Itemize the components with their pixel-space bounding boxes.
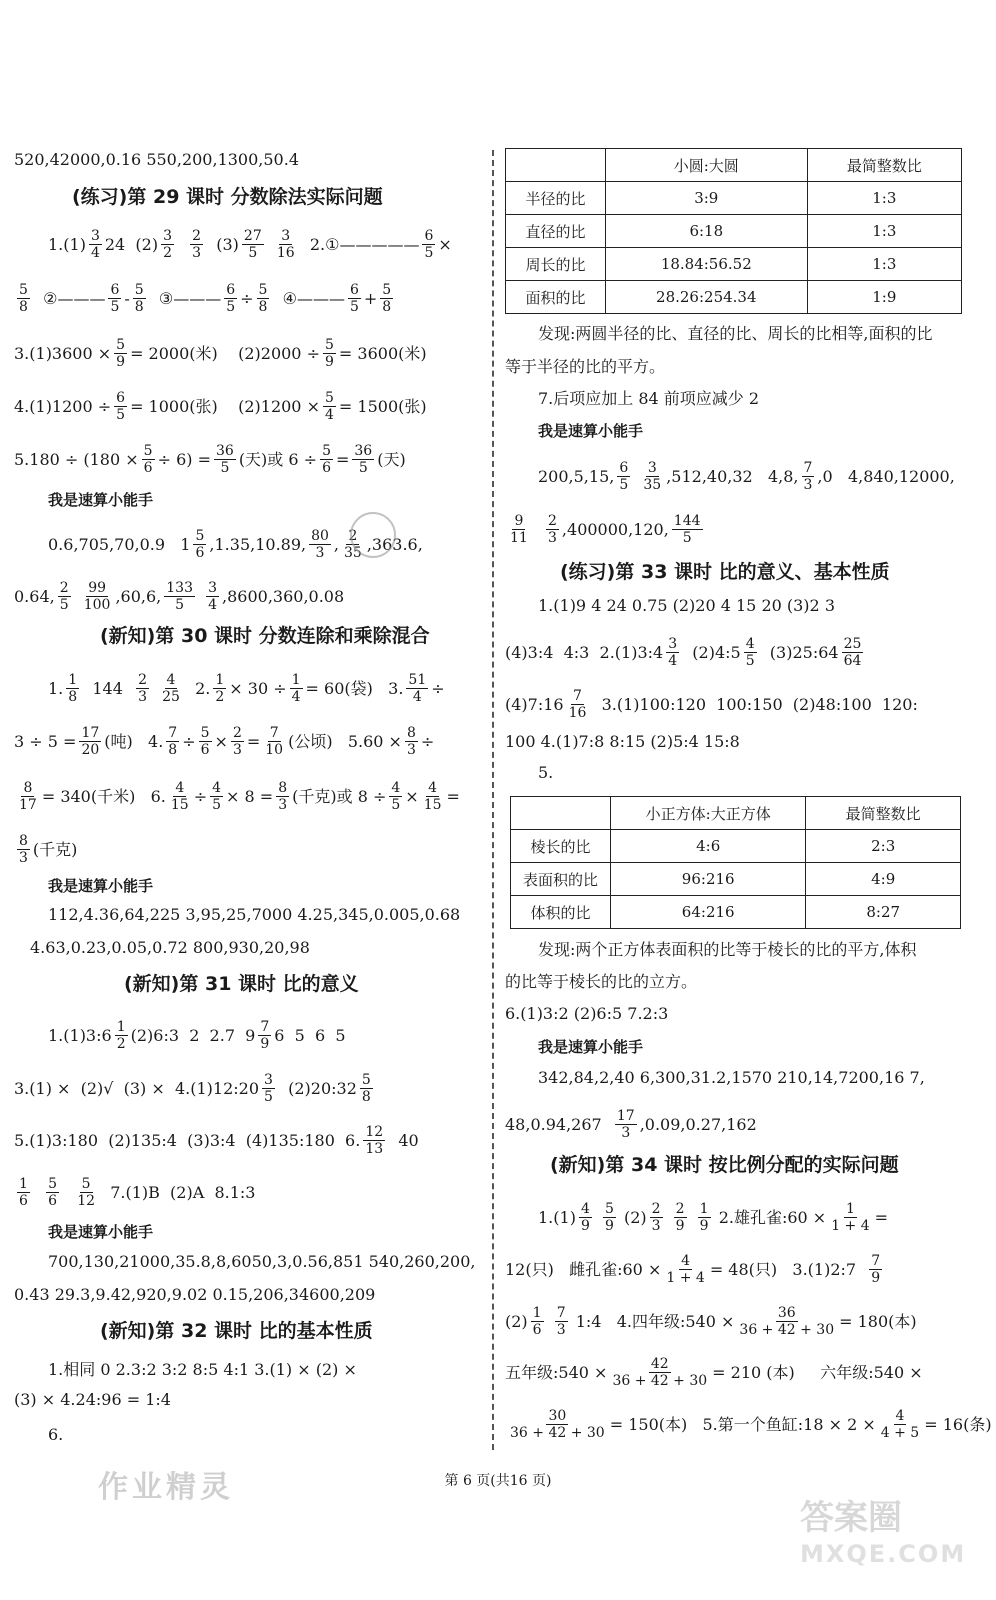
fraction: 1 6	[532, 1305, 542, 1338]
fraction: 2 3	[651, 1201, 661, 1234]
answer-line: 700,130,21000,35.8,8,6050,3,0.56,851 540,260,200,	[48, 1252, 476, 1271]
fraction: $\frac{36}{5}$	[354, 443, 373, 476]
fraction: 6 5	[619, 460, 629, 493]
answer-line: 112,4.36,64,225 3,95,25,7000 4.25,345,0.005,0.68	[48, 905, 461, 924]
answer-line: 100 4.(1)7:8 8:15 (2)5:4 15:8	[505, 732, 740, 751]
fraction: $\frac{8}{3}$	[406, 725, 416, 758]
answer-line: 200,5,15, 6 5 3 35 ,512,40,32 4,8, 7 3 ,0 4,840,12000,	[538, 460, 955, 493]
fraction: $\frac{51}{4}$	[408, 672, 427, 705]
answer-line: (4)3:4 4:3 2.(1)3:4 3 4 (2)4:5 4 5 (3)25:64 25 64	[505, 636, 862, 669]
table-cell: 1:3	[807, 215, 961, 248]
fraction: 17 3	[616, 1108, 635, 1141]
fraction: $\frac{8}{3}$	[278, 780, 288, 813]
table-row	[511, 863, 961, 896]
table-cell: 面积的比	[506, 281, 606, 314]
fraction: 7 3	[803, 460, 813, 493]
fraction: $\frac{7}{10}$	[265, 725, 284, 758]
fraction: $\frac{4}{15}$	[170, 780, 189, 813]
table-row	[506, 182, 962, 215]
table-row	[506, 215, 962, 248]
table-row	[511, 896, 961, 929]
fraction: $\frac{6}{5}$	[116, 390, 126, 423]
table-cell: 64:216	[611, 896, 806, 929]
fraction: 2 3	[548, 513, 557, 546]
fraction: 5 8	[19, 282, 28, 315]
table-cell: 1:3	[807, 248, 961, 281]
table-cell: 4:6	[611, 830, 806, 863]
fraction: 25 64	[843, 636, 862, 669]
fraction: 133 5	[166, 580, 193, 613]
fraction: 9 11	[510, 513, 528, 546]
answer-line: 3.(1)3600 × $\frac{5}{9}$ = 2000(米) (2)2000 ÷ $\frac{5}{9}$ = 3600(米)	[14, 337, 427, 370]
section-heading-30: (新知)第 30 课时 分数连除和乘除混合	[100, 625, 430, 647]
stamp-mark	[350, 512, 396, 558]
answer-line: 4.63,0.23,0.05,0.72 800,930,20,98	[30, 938, 310, 957]
column-divider	[492, 150, 494, 1450]
answer-line: 1.相同 0 2.3:2 3:2 8:5 4:1 3.(1) × (2) ×	[48, 1360, 357, 1379]
fraction: 1 6	[19, 1176, 28, 1209]
fraction: 6 5	[110, 282, 120, 315]
table-cell: 96:216	[611, 863, 806, 896]
fraction: 3 5	[264, 1072, 273, 1105]
answer-line: 1.(1) 4 9 5 9 (2) 2 3 2 9 1 9 2.雄孔雀:60 × $\frac{1}{1 + 4}$ =	[538, 1201, 889, 1234]
table-cell: 棱长的比	[511, 830, 611, 863]
answer-line: 的比等于棱长的比的立方。	[505, 972, 698, 991]
fraction: 1 8	[68, 672, 78, 705]
fraction: $\frac{36}{36 + 42 + 30}$	[739, 1305, 835, 1338]
table-row	[511, 830, 961, 863]
answer-line: 3.(1) × (2)√ (3) × 4.(1)12:20 3 5 (2)20:32 5 8	[14, 1072, 371, 1105]
answer-line: 5.(1)3:180 (2)135:4 (3)3:4 (4)135:180 6. 12 13 40	[14, 1124, 419, 1157]
fraction: 5 8	[134, 282, 144, 315]
fraction: 144 5	[673, 513, 701, 546]
page-footer: 第 6 页(共16 页)	[444, 1473, 552, 1489]
fraction: 1 2	[116, 1019, 126, 1052]
fraction: 2 3	[192, 228, 202, 261]
answer-line: (2) 1 6 7 3 1:4 4.四年级:540 × $\frac{36}{36 + 42 + 30}$ = 180(本)	[505, 1305, 917, 1338]
answer-line: 9 11 2 3 ,400000,120, 144 5	[510, 513, 701, 546]
table-cell: 4:9	[806, 863, 961, 896]
table-row	[506, 281, 962, 314]
fraction: 5 6	[195, 528, 205, 561]
subheading: 我是速算小能手	[538, 422, 644, 440]
fraction: $\frac{5}{4}$	[324, 390, 334, 423]
answer-line: 发现:两个正方体表面积的比等于棱长的比的平方,体积	[538, 940, 917, 959]
fraction: $\frac{5}{9}$	[324, 337, 334, 370]
table-cell: 6:18	[605, 215, 807, 248]
fraction: 2 9	[675, 1201, 685, 1234]
answer-line: 342,84,2,40 6,300,31.2,1570 210,14,7200,16 7,	[538, 1068, 925, 1087]
answer-line: 520,42000,0.16 550,200,1300,50.4	[14, 150, 299, 169]
table-cell: 体积的比	[511, 896, 611, 929]
fraction: 99 100	[83, 580, 111, 613]
table-cell: 小正方体:大正方体	[611, 797, 806, 830]
fraction: 5 8	[361, 1072, 371, 1105]
fraction: $\frac{6}{5}$	[226, 282, 236, 315]
table-cell: 表面积的比	[511, 863, 611, 896]
subheading: 我是速算小能手	[48, 877, 154, 895]
table-cell: 半径的比	[506, 182, 606, 215]
watermark-url: MXQE.COM	[800, 1540, 967, 1568]
fraction: $\frac{36}{5}$	[215, 443, 234, 476]
fraction: $\frac{5}{6}$	[143, 443, 153, 476]
answer-line: 1.(1) 3 4 24 (2) 3 2 2 3 (3) 27 5 3 16 2.① ————— $\frac{6}{5}$ ×	[48, 228, 452, 261]
answer-line: 五年级:540 × $\frac{42}{36 + 42 + 30}$ = 210 (本) 六年级:540 ×	[505, 1356, 923, 1389]
answer-line: 1.(1)3:6 1 2 (2)6:3 2 2.7 9 7 9 6 5 6 5	[48, 1019, 346, 1052]
fraction: $\frac{8}{17}$	[19, 780, 37, 813]
table-header-row	[511, 797, 961, 830]
table-cell: 最简整数比	[807, 149, 961, 182]
answer-line: 等于半径的比的平方。	[505, 357, 666, 376]
fraction: $\frac{2}{3}$	[232, 725, 242, 758]
fraction: $\frac{5}{6}$	[322, 443, 331, 476]
section-heading-32: (新知)第 32 课时 比的基本性质	[100, 1320, 373, 1342]
fraction: $\frac{5}{8}$	[258, 282, 268, 315]
fraction: $\frac{1}{1 + 4}$	[831, 1201, 870, 1234]
fraction: 7 16	[568, 688, 587, 721]
answer-line: 0.6,705,70,0.9 1 5 6 ,1.35,10.89, 80 3 , 2 35 ,363.6,	[48, 528, 423, 561]
answer-line: 5.180 ÷ (180 × $\frac{5}{6}$ ÷ 6) = $\frac{36}{5}$ (天)或 6 ÷ $\frac{5}{6}$ = $\frac{36}{5}$ (天)	[14, 443, 406, 476]
subheading: 我是速算小能手	[48, 491, 154, 509]
fraction: 80 3	[311, 528, 329, 561]
fraction: $\frac{5}{9}$	[116, 337, 126, 370]
answer-line: 7.后项应加上 84 前项应减少 2	[538, 389, 760, 408]
fraction: 12 13	[365, 1124, 384, 1157]
fraction: 5 6	[48, 1176, 58, 1209]
table-cell: 1:3	[807, 182, 961, 215]
fraction: 7 9	[871, 1253, 881, 1286]
fraction: $\frac{5}{8}$	[382, 282, 392, 315]
fraction: $\frac{30}{36 + 42 + 30}$	[510, 1408, 605, 1441]
table-cell: 小圆:大圆	[605, 149, 807, 182]
fraction: $\frac{4}{4 + 5}$	[880, 1408, 920, 1441]
fraction: 2 35	[344, 528, 362, 561]
subheading: 我是速算小能手	[538, 1038, 644, 1056]
fraction: 3 16	[276, 228, 295, 261]
table-cell	[511, 797, 611, 830]
fraction: 3 4	[208, 580, 218, 613]
table-cell: 直径的比	[506, 215, 606, 248]
answer-line: (4)7:16 7 16 3.(1)100:120 100:150 (2)48:100 120:	[505, 688, 918, 721]
table-cell: 18.84:56.52	[605, 248, 807, 281]
table-cell: 周长的比	[506, 248, 606, 281]
section-heading-33: (练习)第 33 课时 比的意义、基本性质	[560, 561, 890, 583]
fraction: 3 2	[163, 228, 172, 261]
section-heading-31: (新知)第 31 课时 比的意义	[124, 973, 359, 995]
fraction: 6 5	[349, 282, 359, 315]
table-cell: 8:27	[806, 896, 961, 929]
fraction: 3 4	[90, 228, 100, 261]
fraction: 2 3	[138, 672, 147, 705]
fraction: $\frac{4}{15}$	[423, 780, 442, 813]
answer-line: 4.(1)1200 ÷ $\frac{6}{5}$ = 1000(张) (2)1200 × $\frac{5}{4}$ = 1500(张)	[14, 390, 427, 423]
answer-line: $\frac{30}{36 + 42 + 30}$ = 150(本) 5.第一个鱼缸:18 × 2 × $\frac{4}{4 + 5}$ = 16(条)	[510, 1408, 992, 1441]
fraction: $\frac{6}{5}$	[424, 228, 434, 261]
fraction: 27 5	[243, 228, 262, 261]
answer-line: 6.(1)3:2 (2)6:5 7.2:3	[505, 1004, 669, 1023]
answer-line: 5 8 ② ——— 6 5 - 5 8 ③ ——— $\frac{6}{5}$ ÷ $\frac{5}{8}$ ④ ——— 6 5 + $\frac{5}{8}$	[19, 282, 392, 315]
fraction: 7 9	[260, 1019, 270, 1052]
fraction: $\frac{7}{8}$	[168, 725, 178, 758]
answer-line: 发现:两圆半径的比、直径的比、周长的比相等,面积的比	[538, 324, 933, 343]
table-cell: 28.26:254.34	[605, 281, 807, 314]
circle-ratio-table	[505, 148, 962, 314]
fraction: 5 9	[604, 1201, 614, 1234]
table-cell: 3:9	[605, 182, 807, 215]
fraction: 1 9	[699, 1201, 709, 1234]
fraction: 5 12	[77, 1176, 96, 1209]
answer-line: 1. 1 8 144 2 3 4 25 2. $\frac{1}{2}$ × 30 ÷ $\frac{1}{4}$ = 60(袋) 3. $\frac{51}{4}$ ÷	[48, 672, 445, 705]
answer-line: 12(只) 雌孔雀:60 × $\frac{4}{1 + 4}$ = 48(只) 3.(1)2:7 7 9	[505, 1253, 881, 1286]
fraction: 4 25	[162, 672, 180, 705]
fraction: $\frac{4}{5}$	[391, 780, 401, 813]
subheading: 我是速算小能手	[48, 1223, 154, 1241]
section-heading-29: (练习)第 29 课时 分数除法实际问题	[72, 186, 383, 208]
fraction: 3 35	[643, 460, 662, 493]
answer-line: 6.	[48, 1425, 64, 1444]
table-cell: 最简整数比	[806, 797, 961, 830]
fraction: $\frac{42}{36 + 42 + 30}$	[612, 1356, 708, 1389]
fraction: 8 3	[19, 833, 28, 866]
watermark-logo: 答案圈	[800, 1498, 902, 1538]
fraction: $\frac{4}{1 + 4}$	[666, 1253, 705, 1286]
cube-ratio-table	[510, 796, 961, 929]
answer-line: 5.	[538, 763, 554, 782]
fraction: 7 3	[556, 1305, 566, 1338]
table-header-row	[506, 149, 962, 182]
table-cell: 1:9	[807, 281, 961, 314]
table-cell	[506, 149, 606, 182]
answer-line: 8 3 (千克)	[19, 833, 78, 866]
section-heading-34: (新知)第 34 课时 按比例分配的实际问题	[550, 1154, 899, 1176]
answer-line: 3 ÷ 5 = $\frac{17}{20}$ (吨) 4. $\frac{7}{8}$ ÷ $\frac{5}{6}$ × $\frac{2}{3}$ = $\frac{7}{10}$ (公顷) 5.60 × $\frac{8}{3}$ ÷	[14, 725, 435, 758]
fraction: $\frac{5}{6}$	[200, 725, 210, 758]
answer-line: 1 6 5 6 5 12 7.(1)B (2)A 8.1:3	[19, 1176, 256, 1209]
fraction: $\frac{4}{5}$	[212, 780, 222, 813]
fraction: 3 4	[668, 636, 678, 669]
answer-line: 1.(1)9 4 24 0.75 (2)20 4 15 20 (3)2 3	[538, 596, 835, 615]
answer-line: (3) × 4.24:96 = 1:4	[14, 1390, 171, 1409]
answer-line: $\frac{8}{17}$ = 340(千米) 6. $\frac{4}{15}$ ÷ $\frac{4}{5}$ × 8 = $\frac{8}{3}$ (千克)或 8 ÷ $\frac{4}{5}$ × $\frac{4}{15}$ =	[19, 780, 460, 813]
fraction: $\frac{1}{2}$	[215, 672, 225, 705]
answer-line: 48,0.94,267 17 3 ,0.09,0.27,162	[505, 1108, 757, 1141]
fraction: $\frac{1}{4}$	[291, 672, 301, 705]
answer-line: 0.43 29.3,9.42,920,9.02 0.15,206,34600,209	[14, 1285, 376, 1304]
answer-line: 0.64, 2 5 99 100 ,60,6, 133 5 3 4 ,8600,360,0.08	[14, 580, 345, 613]
fraction: 2 5	[59, 580, 69, 613]
table-row	[506, 248, 962, 281]
fraction: $\frac{17}{20}$	[81, 725, 100, 758]
fraction: 4 5	[745, 636, 755, 669]
watermark-text: 作业精灵	[98, 1470, 234, 1505]
fraction: 4 9	[580, 1201, 590, 1234]
table-cell: 2:3	[806, 830, 961, 863]
